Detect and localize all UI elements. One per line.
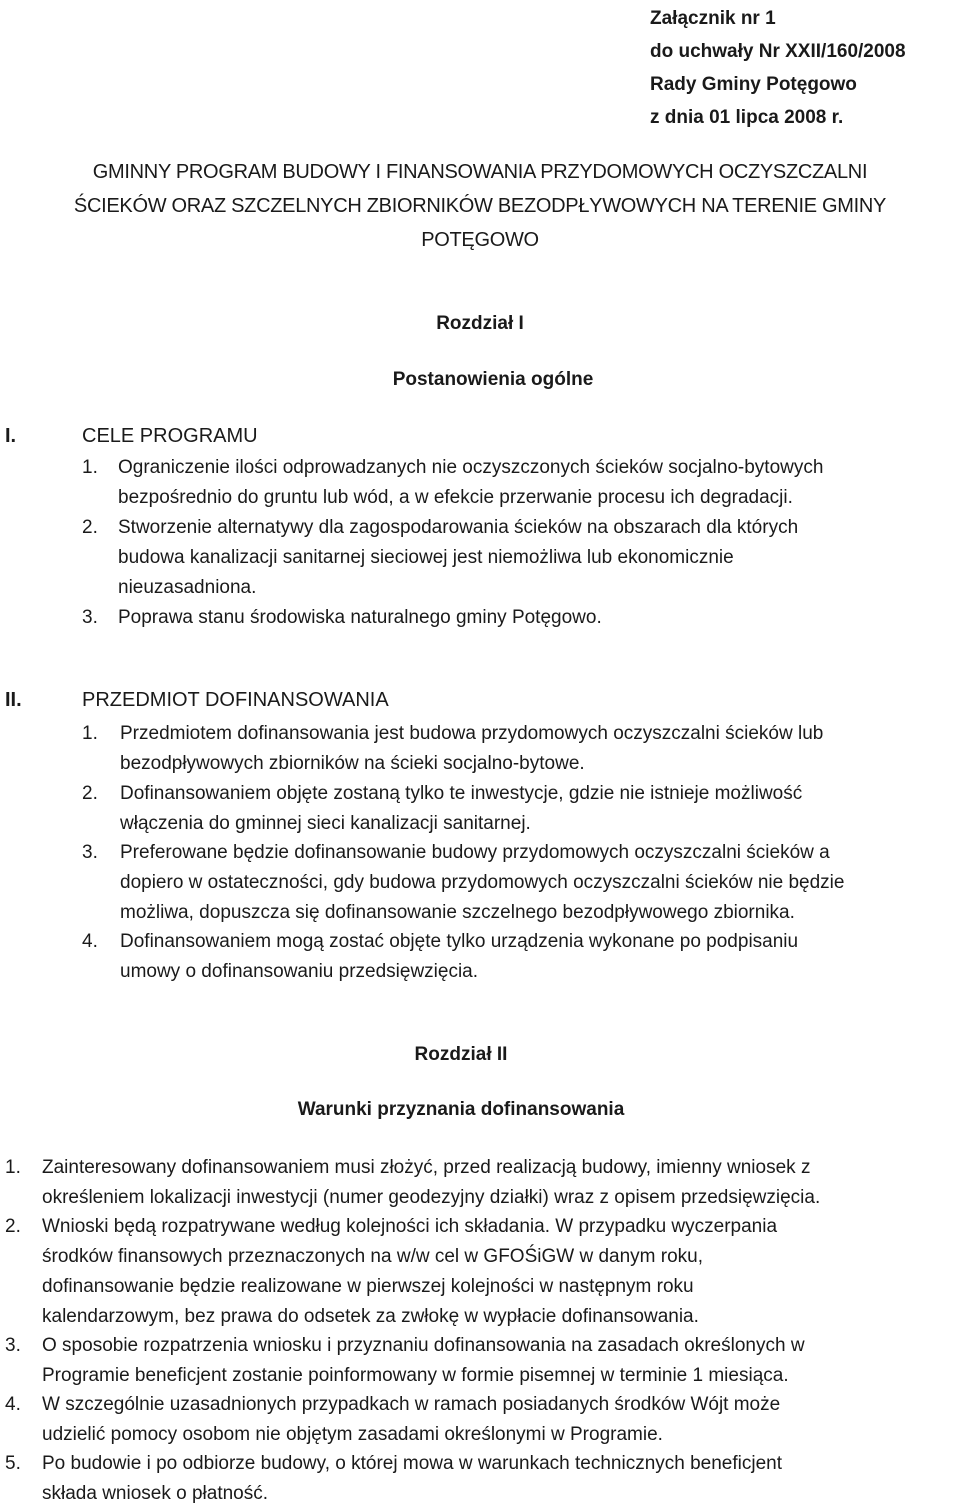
- item-number: 1.: [82, 723, 98, 744]
- item-line: Wnioski będą rozpatrywane według kolejności ich składania. W przypadku wyczerpania: [42, 1216, 778, 1237]
- item-line: Przedmiotem dofinansowania jest budowa przydomowych oczyszczalni ścieków lub: [120, 723, 824, 744]
- chapter-subheading: Postanowienia ogólne: [392, 369, 594, 390]
- section-title: PRZEDMIOT DOFINANSOWANIA: [82, 689, 389, 711]
- item-line: W szczególnie uzasadnionych przypadkach w ramach posiadanych środków Wójt może: [42, 1394, 781, 1415]
- title-line: ŚCIEKÓW ORAZ SZCZELNYCH ZBIORNIKÓW BEZODPŁYWOWYCH NA TERENIE GMINY: [73, 195, 887, 217]
- header-line: z dnia 01 lipca 2008 r.: [650, 107, 844, 128]
- item-number: 4.: [82, 931, 98, 952]
- header-line: Rady Gminy Potęgowo: [650, 74, 857, 95]
- item-number: 2.: [82, 783, 98, 804]
- title-line: GMINNY PROGRAM BUDOWY I FINANSOWANIA PRZYDOMOWYCH OCZYSZCZALNI: [92, 161, 868, 183]
- item-line: kalendarzowym, bez prawa do odsetek za zwłokę w wypłacie dofinansowania.: [42, 1306, 699, 1327]
- section-title: CELE PROGRAMU: [82, 425, 258, 447]
- title-line: POTĘGOWO: [421, 229, 539, 251]
- document-title: [0, 155, 960, 257]
- item-number: 1.: [5, 1157, 21, 1178]
- section-number: I.: [5, 425, 17, 447]
- item-line: Po budowie i po odbiorze budowy, o której mowa w warunkach technicznych beneficjent: [42, 1453, 783, 1474]
- item-number: 2.: [82, 517, 98, 538]
- chapter-heading: Rozdział II: [414, 1044, 508, 1065]
- item-number: 3.: [82, 607, 98, 628]
- item-line: składa wniosek o płatność.: [42, 1483, 269, 1504]
- item-line: nieuzasadniona.: [118, 577, 257, 598]
- item-line: Dofinansowaniem mogą zostać objęte tylko urządzenia wykonane po podpisaniu: [120, 931, 799, 952]
- item-line: środków finansowych przeznaczonych na w/w cel w GFOŚiGW w danym roku,: [42, 1246, 704, 1267]
- chapter-subheading: Warunki przyznania dofinansowania: [297, 1099, 625, 1120]
- item-number: 4.: [5, 1394, 21, 1415]
- header-line: do uchwały Nr XXII/160/2008: [650, 41, 906, 62]
- attachment-header: [650, 2, 906, 134]
- item-line: dofinansowanie będzie realizowane w pierwszej kolejności w następnym roku: [42, 1276, 694, 1297]
- item-line: budowa kanalizacji sanitarnej sieciowej jest niemożliwa lub ekonomicznie: [118, 547, 734, 568]
- item-line: Ograniczenie ilości odprowadzanych nie oczyszczonych ścieków socjalno-bytowych: [118, 457, 824, 478]
- item-line: Programie beneficjent zostanie poinformowany w formie pisemnej w terminie 1 miesiąca.: [42, 1365, 789, 1386]
- item-line: możliwa, dopuszcza się dofinansowanie szczelnego bezodpływowego zbiornika.: [120, 902, 795, 923]
- chapter-heading: Rozdział I: [436, 313, 524, 334]
- item-line: włączenia do gminnej sieci kanalizacji sanitarnej.: [120, 813, 531, 834]
- item-line: Zainteresowany dofinansowaniem musi złożyć, przed realizacją budowy, imienny wniosek z: [42, 1157, 811, 1178]
- item-line: udzielić pomocy osobom nie objętym zasadami określonymi w Programie.: [42, 1424, 663, 1445]
- item-number: 1.: [82, 457, 98, 478]
- item-line: Dofinansowaniem objęte zostaną tylko te inwestycje, gdzie nie istnieje możliwość: [120, 783, 803, 804]
- item-number: 3.: [82, 842, 98, 863]
- item-number: 3.: [5, 1335, 21, 1356]
- item-number: 2.: [5, 1216, 21, 1237]
- item-line: Preferowane będzie dofinansowanie budowy przydomowych oczyszczalni ścieków a: [120, 842, 830, 863]
- section-number: II.: [5, 689, 22, 711]
- header-line: Załącznik nr 1: [650, 8, 776, 29]
- item-line: określeniem lokalizacji inwestycji (numer geodezyjny działki) wraz z opisem przedsięwzięcia.: [42, 1187, 821, 1208]
- item-line: dopiero w ostateczności, gdy budowa przydomowych oczyszczalni ścieków nie będzie: [120, 872, 845, 893]
- item-line: Poprawa stanu środowiska naturalnego gminy Potęgowo.: [118, 607, 602, 628]
- item-line: bezpośrednio do gruntu lub wód, a w efekcie przerwanie procesu ich degradacji.: [118, 487, 793, 508]
- item-line: O sposobie rozpatrzenia wniosku i przyznaniu dofinansowania na zasadach określonych w: [42, 1335, 805, 1356]
- item-line: umowy o dofinansowaniu przedsięwzięcia.: [120, 961, 479, 982]
- item-number: 5.: [5, 1453, 21, 1474]
- item-line: bezodpływowych zbiorników na ścieki socjalno-bytowe.: [120, 753, 585, 774]
- item-line: Stworzenie alternatywy dla zagospodarowania ścieków na obszarach dla których: [118, 517, 799, 538]
